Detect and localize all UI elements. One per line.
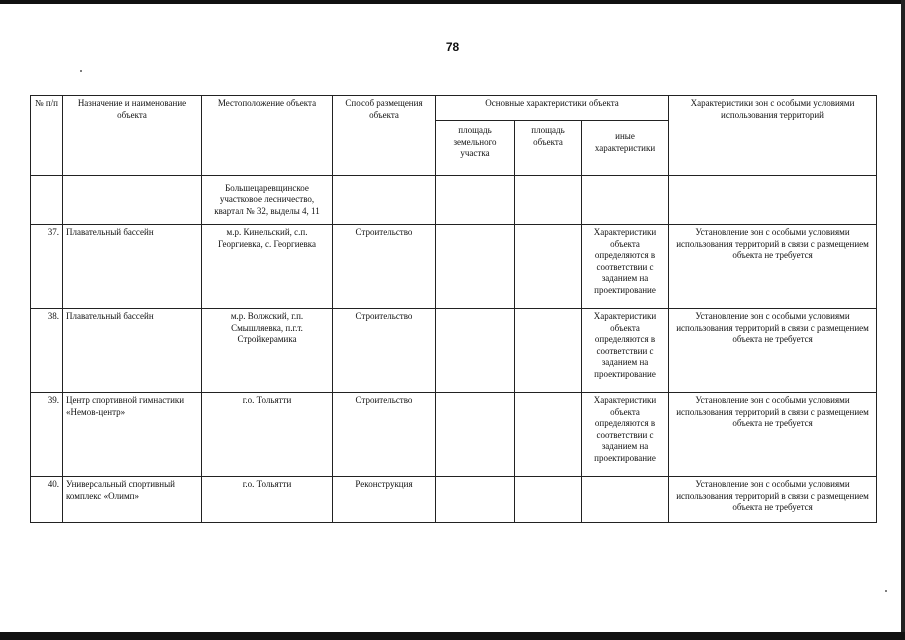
header-object-area: площадь объекта: [515, 121, 582, 176]
page-number: 78: [445, 40, 460, 54]
cell-zones: Установление зон с особыми условиями использования территорий в связи с размещением объекта не требуется: [669, 309, 877, 393]
cell-land-area: [436, 309, 515, 393]
cell-name: Плавательный бассейн: [63, 309, 202, 393]
table-row: [31, 309, 877, 393]
cell-num: 37.: [31, 225, 63, 309]
cell-method: Строительство: [333, 225, 436, 309]
cell-method: [333, 176, 436, 225]
cell-location: г.о. Тольятти: [202, 393, 333, 477]
header-name: Назначение и наименование объекта: [63, 96, 202, 176]
cell-other: Характеристики объекта определяются в соответствии с заданием на проектирование: [582, 225, 669, 309]
scan-right-border: [901, 0, 905, 640]
cell-location: м.р. Волжский, г.п. Смышляевка, п.г.т. Стройкерамика: [202, 309, 333, 393]
cell-zones: Установление зон с особыми условиями использования территорий в связи с размещением объекта не требуется: [669, 225, 877, 309]
header-num: № п/п: [31, 96, 63, 176]
cell-location: г.о. Тольятти: [202, 477, 333, 523]
header-zones: Характеристики зон с особыми условиями использования территорий: [669, 96, 877, 176]
cell-object-area: [515, 176, 582, 225]
cell-land-area: [436, 225, 515, 309]
cell-object-area: [515, 225, 582, 309]
scan-speck: [885, 590, 887, 592]
header-method: Способ размещения объекта: [333, 96, 436, 176]
header-location: Местоположение объекта: [202, 96, 333, 176]
cell-land-area: [436, 477, 515, 523]
table-row: [31, 477, 877, 523]
cell-zones: Установление зон с особыми условиями использования территорий в связи с размещением объекта не требуется: [669, 393, 877, 477]
objects-table: [30, 95, 877, 523]
table-row: [31, 225, 877, 309]
table-row: [31, 176, 877, 225]
cell-method: Реконструкция: [333, 477, 436, 523]
cell-zones: [669, 176, 877, 225]
cell-object-area: [515, 393, 582, 477]
cell-other: Характеристики объекта определяются в соответствии с заданием на проектирование: [582, 309, 669, 393]
cell-method: Строительство: [333, 309, 436, 393]
table-header-row: [31, 96, 877, 121]
cell-name: Плавательный бассейн: [63, 225, 202, 309]
scan-bottom-border: [0, 632, 905, 640]
cell-other: [582, 477, 669, 523]
cell-object-area: [515, 309, 582, 393]
cell-object-area: [515, 477, 582, 523]
cell-other: Характеристики объекта определяются в соответствии с заданием на проектирование: [582, 393, 669, 477]
scan-speck: [80, 70, 82, 72]
header-other-characteristics: иные характеристики: [582, 121, 669, 176]
cell-land-area: [436, 176, 515, 225]
header-characteristics: Основные характеристики объекта: [436, 96, 669, 121]
cell-zones: Установление зон с особыми условиями использования территорий в связи с размещением объекта не требуется: [669, 477, 877, 523]
cell-num: 40.: [31, 477, 63, 523]
cell-land-area: [436, 393, 515, 477]
cell-name: Универсальный спортивный комплекс «Олимп»: [63, 477, 202, 523]
cell-other: [582, 176, 669, 225]
cell-location: Большецаревщинское участковое лесничество, квартал № 32, выделы 4, 11: [202, 176, 333, 225]
cell-location: м.р. Кинельский, с.п. Георгиевка, с. Георгиевка: [202, 225, 333, 309]
cell-num: 39.: [31, 393, 63, 477]
scan-top-border: [0, 0, 905, 4]
table-row: [31, 393, 877, 477]
cell-name: [63, 176, 202, 225]
cell-num: 38.: [31, 309, 63, 393]
cell-method: Строительство: [333, 393, 436, 477]
header-land-area: площадь земельного участка: [436, 121, 515, 176]
cell-num: [31, 176, 63, 225]
cell-name: Центр спортивной гимнастики «Немов-центр»: [63, 393, 202, 477]
